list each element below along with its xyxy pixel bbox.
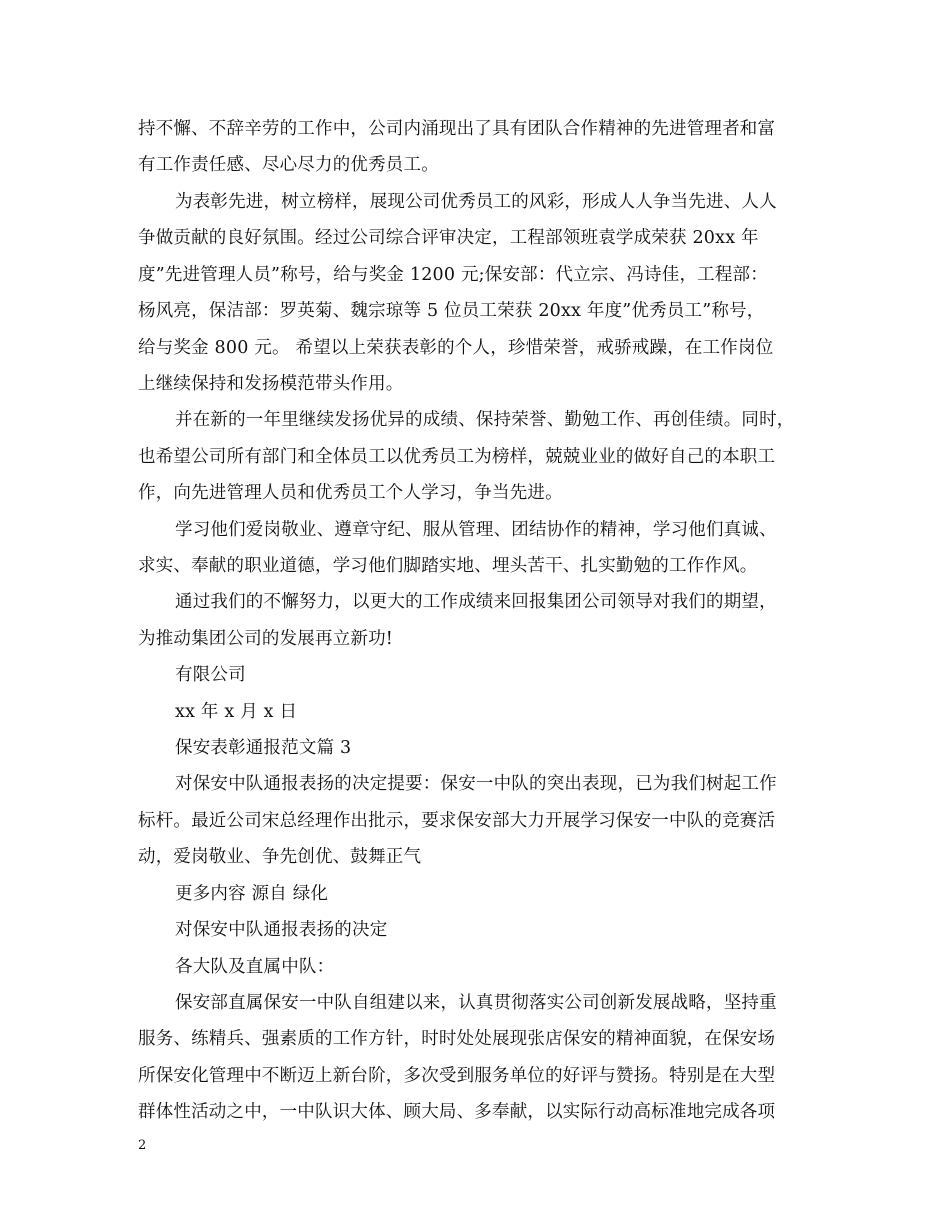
- text-line: 为推动集团公司的发展再立新功!: [138, 629, 394, 649]
- text-line: 动，爱岗敬业、争先创优、鼓舞正气: [138, 847, 422, 867]
- text-line: 学习他们爱岗敬业、遵章守纪、服从管理、团结协作的精神，学习他们真诚、: [175, 520, 777, 540]
- text-line: 作，向先进管理人员和优秀员工个人学习，争当先进。: [138, 483, 563, 503]
- text-line: 并在新的一年里继续发扬优异的成绩、保持荣誉、勤勉工作、再创佳绩。同时，: [175, 410, 795, 430]
- text-line: 对保安中队通报表扬的决定提要：保安一中队的突出表现，已为我们树起工作: [175, 774, 777, 794]
- text-line: 有工作责任感、尽心尽力的优秀员工。: [138, 155, 439, 175]
- text-line: 求实、奉献的职业道德，学习他们脚踏实地、埋头苦干、扎实勤勉的工作作风。: [138, 556, 758, 576]
- page-number: 2: [138, 1138, 147, 1153]
- text-line: 群体性活动之中，一中队识大体、顾大局、多奉献，以实际行动高标准地完成各项: [138, 1102, 776, 1122]
- text-line: xx 年 x 月 x 日: [175, 702, 298, 722]
- text-line: 保安表彰通报范文篇 3: [175, 738, 352, 758]
- text-line: 度”先进管理人员”称号，给与奖金 1200 元;保安部：代立宗、冯诗佳，工程部：: [138, 265, 768, 285]
- text-line: 为表彰先进，树立榜样，展现公司优秀员工的风彩，形成人人争当先进、人人: [175, 192, 777, 212]
- text-line: 更多内容 源自 绿化: [175, 884, 329, 904]
- text-line: 标杆。最近公司宋总经理作出批示，要求保安部大力开展学习保安一中队的竞赛活: [138, 811, 776, 831]
- text-line: 也希望公司所有部门和全体员工以优秀员工为榜样，兢兢业业的做好自己的本职工: [138, 447, 776, 467]
- text-line: 给与奖金 800 元。 希望以上荣获表彰的个人，珍惜荣誉，戒骄戒躁，在工作岗位: [138, 338, 774, 358]
- text-line: 上继续保持和发扬模范带头作用。: [138, 374, 404, 394]
- text-line: 服务、练精兵、强素质的工作方针，时时处处展现张店保安的精神面貌，在保安场: [138, 1029, 776, 1049]
- text-line: 有限公司: [175, 665, 246, 685]
- text-line: 持不懈、不辞辛劳的工作中，公司内涌现出了具有团队合作精神的先进管理者和富: [138, 119, 776, 139]
- text-line: 争做贡献的良好氛围。经过公司综合评审决定，工程部领班袁学成荣获 20xx 年: [138, 228, 759, 248]
- text-line: 对保安中队通报表扬的决定: [175, 920, 388, 940]
- text-line: 通过我们的不懈努力，以更大的工作成绩来回报集团公司领导对我们的期望，: [175, 592, 777, 612]
- text-line: 各大队及直属中队：: [175, 957, 335, 977]
- text-line: 所保安化管理中不断迈上新台阶，多次受到服务单位的好评与赞扬。特别是在大型: [138, 1066, 776, 1086]
- text-line: 保安部直属保安一中队自组建以来，认真贯彻落实公司创新发展战略，坚持重: [175, 993, 777, 1013]
- text-line: 杨风亮，保洁部：罗英菊、魏宗琼等 5 位员工荣获 20xx 年度”优秀员工”称号，: [138, 301, 765, 321]
